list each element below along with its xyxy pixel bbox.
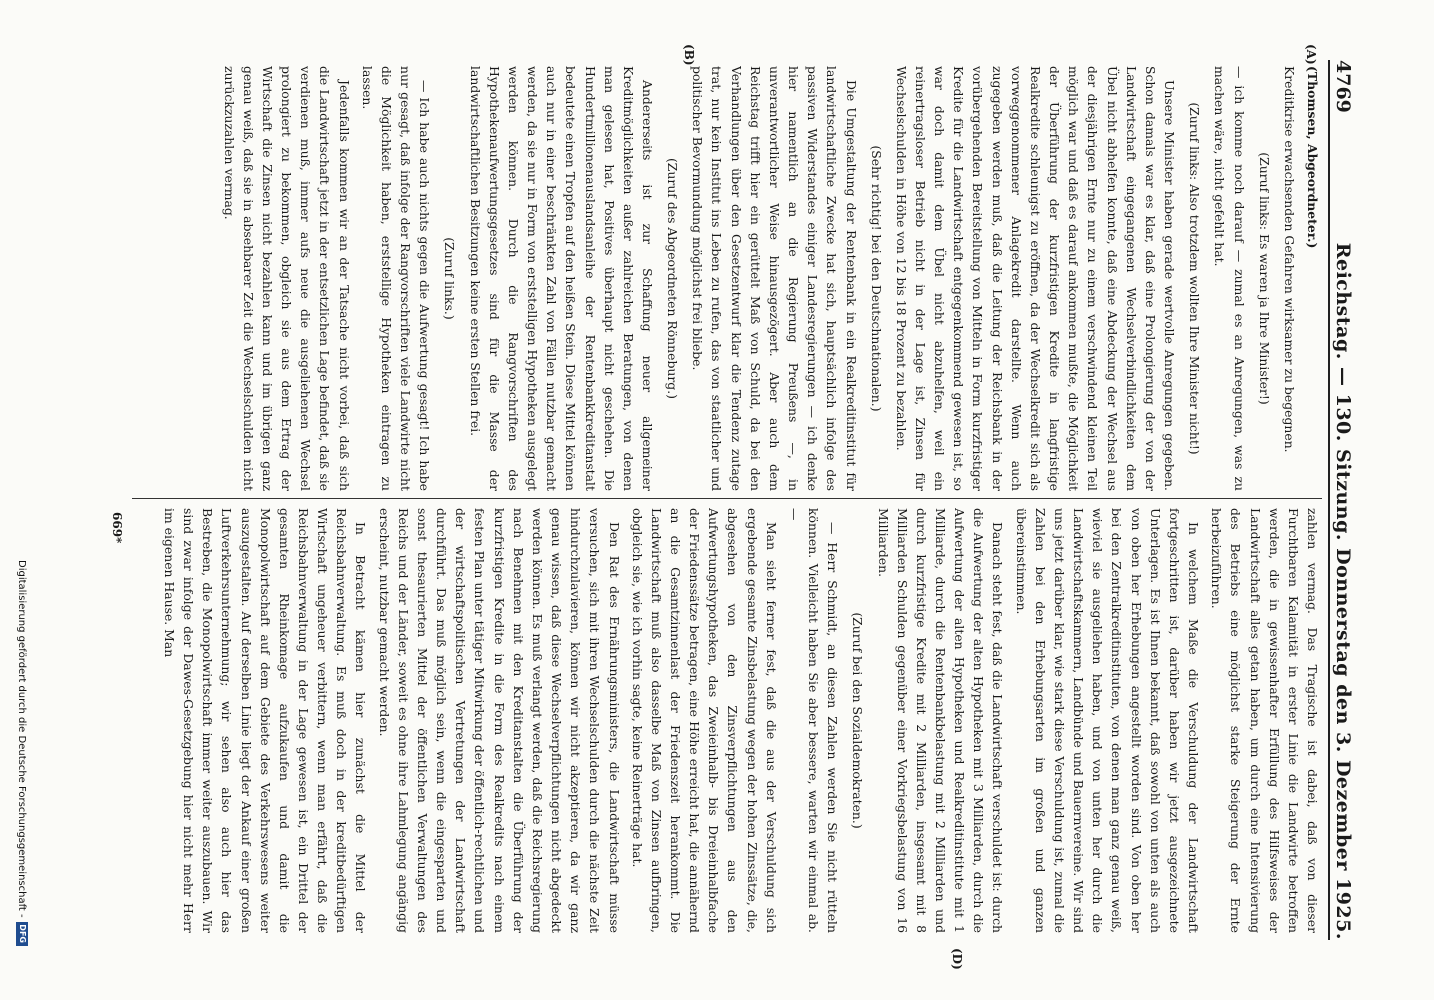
- speaker-label: (Thomsen, Abgeordneter.): [1305, 66, 1320, 249]
- interjection: (Zuruf links: Es waren ja Ihre Minister!): [1256, 152, 1272, 405]
- left-column: [132, 66, 1322, 491]
- paragraph: Danach steht fest, daß die Landwirtschaft verschuldet ist: durch die Aufwertung der alten Hypotheken mit 3 Milliarden, durch die Aufwertung der alten Hypotheken und Realkreditinstitute mit 1 Milliarde, durch die Rentenbankbelastung mit 2 Milliarden und durch kurzfristige Kredite mit 2 Milliarden, insgesamt mit 8 Milliarden Schulden gegenüber einer Vorkriegsbelastung von 16 Milliarden.: [875, 508, 1006, 933]
- paragraph: In Betracht kämen hier zunächst die Mittel der Reichsbahnverwaltung. Es muß doch in der kreditbedürftigen Wirtschaft ungeheuer verbittern, wenn man erfährt, daß die Reichsbahnverwaltung in der Lage gewesen ist, ein Drittel der gesamten Rheinkomage aufzukaufen und damit die Monopolwirtschaft auf dem Gebiete des Verkehrswesens weiter auszugestalten. Auf derselben Linie liegt der Ankauf einer großen Luftverkehrsunternehmung; wir sehen also auch hier das Bestreben, die Monopolwirtschaft immer weiter auszubauen. Wir sind zwar infolge der Dawes-Gesetzgebung hier nicht mehr Herr im eigenen Hause. Man: [161, 508, 369, 933]
- paragraph: Unsere Minister haben gerade wertvolle Anregungen gegeben. Schon damals war es klar, daß eine Prolongierung der von der Landwirtschaft eingegangenen Wechselverbindlichkeiten dem Übel nicht abhelfen konnte, daß eine Abdeckung der Wechsel aus der diesjährigen Ernte nur zu einem verschwindend kleinen Teil möglich war und daß es darauf ankommen mußte, die Möglichkeit der Überführung der kurzfristigen Kredite in langfristige Realkredite schleunigst zu eröffnen, da der Wechselkredit sich als vorweggenommener Anlagekredit darstellte. Wenn auch zugegeben werden muß, daß die Leitung der Reichsbank in der vorübergehenden Bereitstellung von Mitteln in Form kurzfristiger Kredite für die Landwirtschaft entgegenkommend gewesen ist, so war doch damit dem Übel nicht abzuhelfen, weil ein reinertragsloser Betrieb nicht in der Lage ist, Zinsen für Wechselschulden in Höhe von 12 bis 18 Prozent zu bezahlen.: [893, 66, 1178, 491]
- interjection: (Zuruf des Abgeordneten Rönneburg.): [665, 157, 681, 400]
- paragraph: zahlen vermag. Das Tragische ist dabei, daß von dieser Furchtbaren Kalamität in erster Linie die Landwirte betroffen werden, die in gewissenhafter Erfüllung des Hilfsweises der Landwirtschaft alles getan haben, um durch eine Intensivierung des Betriebs eine möglichst starke Steigerung der Ernte herbeizuführen.: [1209, 508, 1320, 933]
- interjection: (Zuruf links: Also trotzdem wollten Ihre Minister nicht!): [1187, 102, 1203, 455]
- paragraph: Die Umgestaltung der Rentenbank in ein Realkreditinstitut für landwirtschaftliche Zwecke hat sich, hauptsächlich infolge des passiven Widerstandes einiger Landesregierungen — ich denke hier namentlich an die Regierung Preußens —, in unverantwortlicher Weise hinausgezögert. Aber auch dem Reichstag trifft hier ein gerüttelt Maß von Schuld, da bei den Verhandlungen über den Gesetzentwurf klar die Tendenz zutage trat, nur kein Institut ins Leben zu rufen, das von staatlicher und politischer Bevormundung möglichst frei bliebe.: [690, 66, 859, 491]
- header-title: Reichstag. — 130. Sitzung. Donnerstag den 3. Dezember 1925.: [1332, 242, 1354, 940]
- interjection: (Zuruf bei den Sozialdemokraten.): [850, 612, 866, 829]
- margin-marker-d: (D): [950, 948, 964, 970]
- sheet-mark: 669*: [110, 512, 124, 544]
- paragraph: Andererseits ist zur Schaffung neuer allgemeiner Kreditmöglichkeiten außer zahlreichen Beratungen, von denen man gelesen hat, Positives überhaupt nicht geschehen. Die Hundertmillionenauslandsanleihe der Rentenbankkreditanstalt bedeutete einen Tropfen auf den heißen Stein. Diese Mittel können auch nur in einer beschränkten Zahl von Fällen nutzbar gemacht werden, da sie nur in Form von erststelligen Hypotheken ausgelegt werden können. Durch die Rangvorschriften des Hypothekenaufwertungsgesetzes sind für die Masse der landwirtschaftlichen Besitzungen keine ersten Stellen frei.: [467, 66, 655, 491]
- digitization-credit: [16, 560, 28, 946]
- paragraph: Den Rat des Ernährungsministers, die Landwirtschaft müsse versuchen, sich mit ihren Wechselschulden durch die nächste Zeit hindurchzulavieren, können wir nicht akzeptieren, da wir ganz genau wissen, daß diese Wechselverpflichtungen nicht abgedeckt werden können. Es muß verlangt werden, daß die Reichsregierung nach Benehmen mit den Kreditanstalten die Überführung der kurzfristigen Kredite in die Form des Realkredits nach einem festen Plan unter tätiger Mitwirkung der öffentlich-rechtlichen und der wirtschaftspolitischen Vertretungen der Landwirtschaft durchführt. Das muß möglich sein, wenn die eingesparten und sonst thesaurierten Mittel der öffentlichen Verwaltungen des Reichs und der Länder, soweit es ohne ihre Lahmlegung angängig erscheint, nutzbar gemacht werden.: [376, 508, 622, 933]
- margin-marker-b: (B): [682, 44, 696, 66]
- credit-text: Digitalisierung gefördert durch die Deutsche Forschungsgemeinschaft -: [16, 560, 28, 918]
- column-divider: [132, 498, 1322, 499]
- interjection: (Zuruf links.): [442, 237, 458, 320]
- interjection: (Sehr richtig! bei den Deutschnationalen.): [868, 145, 884, 412]
- right-column: [132, 508, 1322, 933]
- paragraph: — Herr Schmidt, an diesen Zahlen werden Sie nicht rütteln können. Vielleicht haben Sie aber bessere, warten wir einmal ab. —: [786, 508, 841, 933]
- paragraph: Jedenfalls kommen wir an der Tatsache nicht vorbei, daß sich die Landwirtschaft jetzt in der entsetzlichen Lage befindet, daß sie verdienen muß, immer aufs neue die ausgeliehenen Wechsel prolongiert zu bekommen, obgleich sie aus dem Ertrag der Wirtschaft die Zinsen nicht bezahlen kann und im übrigen ganz genau weiß, daß sie in absehbarer Zeit die Wechselschulden nicht zurückzuzahlen vermag.: [221, 66, 352, 491]
- page-header: [1328, 60, 1366, 940]
- margin-marker-a: (A): [1304, 44, 1318, 65]
- paragraph: Man sieht ferner fest, daß die aus der Verschuldung sich ergebende gesamte Zinsbelastung wegen der hohen Zinssätze, die, abgesehen von den Zinsverpflichtungen aus den Aufwertungshypotheken, das Zweieinhalb- bis Dreieinhalbfache der Friedenssätze betragen, eine Höhe erreicht hat, die annähernd an die Gesamtzinnenlast der Friedenszeit herankommt. Die Landwirtschaft muß also dasselbe Maß von Zinsen aufbringen, obgleich sie, wie ich vorhin sagte, keine Reinerträge hat.: [629, 508, 779, 933]
- paragraph: In welchem Maße die Verschuldung der Landwirtschaft fortgeschritten ist, darüber haben wir jetzt ausgezeichnete Unterlagen. Es ist Ihnen bekannt, daß sowohl von unten als auch von oben her Erhebungen angestellt worden sind. Von oben her bei den Zentralkreditinstituten, von denen man ganz genau weiß, wieviel sie ausgeliehen haben, und von unten her durch die Landwirtschaftskammern, Landbünde und Bauernvereine. Wir sind uns jetzt darüber klar, wie stark diese Verschuldung ist, zumal die Zahlen bei den Erhebungsarten im großen und ganzen übereinstimmen.: [1013, 508, 1202, 933]
- dfg-logo-icon: DFG: [16, 922, 28, 946]
- paragraph: — ich komme noch darauf — zumal es an Anregungen, was zu machen wäre, nicht gefehlt hat.: [1212, 66, 1247, 491]
- paragraph: — Ich habe auch nichts gegen die Aufwertung gesagt! Ich habe nur gesagt, daß infolge der Rangvorschriften viele Landwirte nicht die Möglichkeit haben, erststellige Hypotheken eintragen zu lassen.: [359, 66, 433, 491]
- page-number: 4769: [1332, 60, 1354, 113]
- paragraph: Kreditkrise erwachsenden Gefahren wirksamer zu begegnen.: [1281, 66, 1297, 453]
